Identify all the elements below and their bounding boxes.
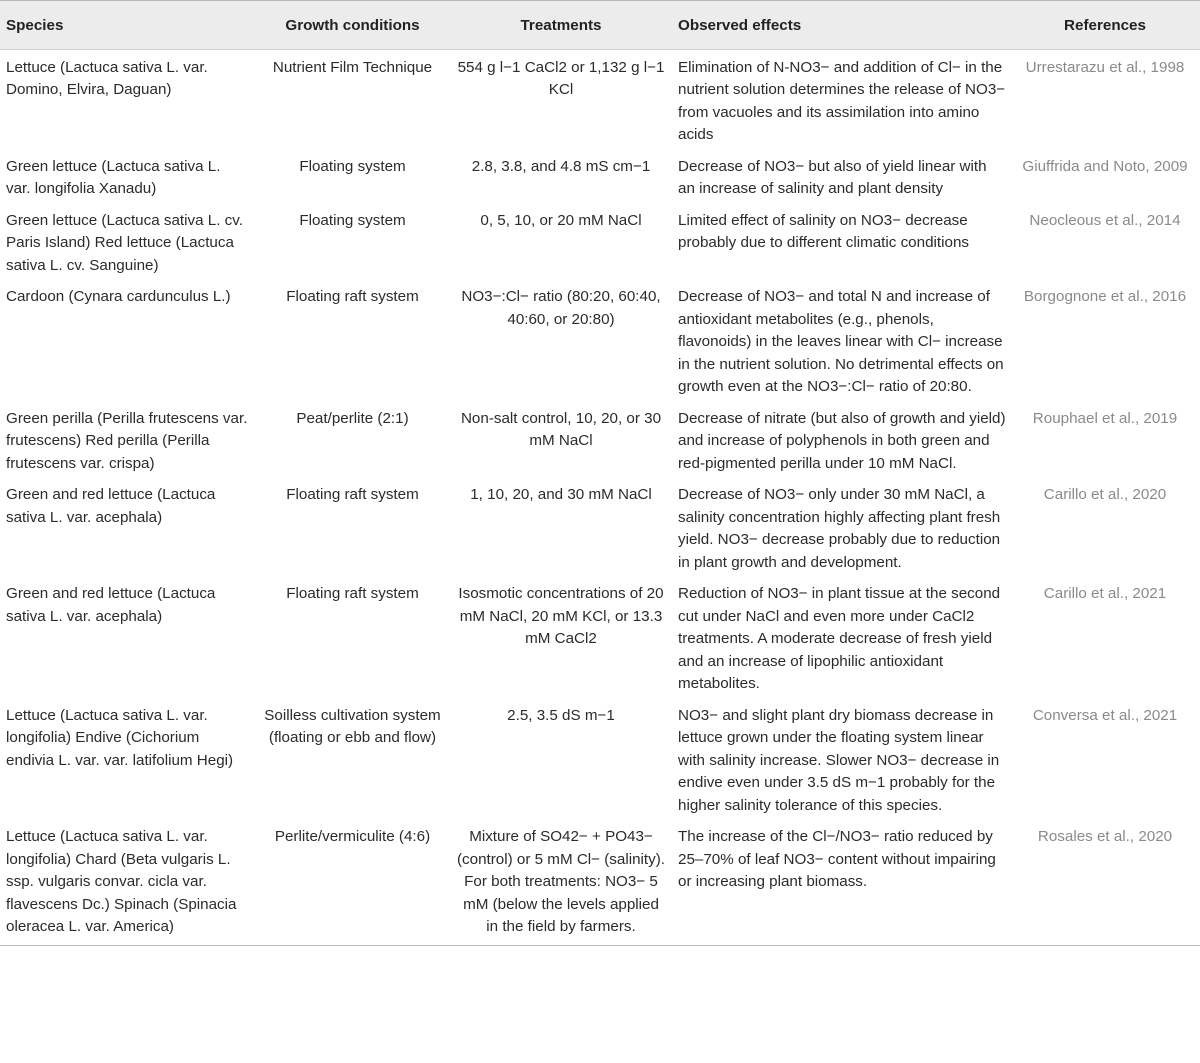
reference-cell: Rosales et al., 2020: [1010, 819, 1200, 945]
growth-conditions-cell: Soilless cultivation system (floating or ebb and flow): [264, 706, 441, 746]
species-cell: Cardoon (Cynara cardunculus L.): [6, 288, 231, 305]
treatments-cell: 0, 5, 10, or 20 mM NaCl: [480, 211, 642, 229]
observed-effects-cell: Reduction of NO3− in plant tissue at the second cut under NaCl and even more under CaCl2 treatments. A moderate decrease of fresh yield and an increase of lipophilic antioxidant metabolites.: [678, 585, 1001, 692]
reference-cell: Carillo et al., 2020: [1043, 486, 1167, 503]
reference-cell: Urrestarazu et al., 1998: [1025, 58, 1185, 76]
treatments-cell: Mixture of SO42− + PO43− (control) or 5 mM Cl− (salinity). For both treatments: NO3− 5 mM (below the levels applied in the field by farmers.: [450, 819, 672, 945]
species-cell: Green and red lettuce (Lactuca sativa L. var. acephala): [6, 585, 216, 625]
header-row: [0, 1, 1200, 50]
species-cell: Lettuce (Lactuca sativa L. var. Domino, Elvira, Daguan): [6, 58, 208, 98]
header-references: References: [1010, 1, 1200, 50]
treatments-cell: 2.8, 3.8, and 4.8 mS cm−1: [471, 157, 651, 175]
header-observed-effects: Observed effects: [672, 1, 1010, 50]
reference-cell: Conversa et al., 2021: [1032, 706, 1178, 724]
species-cell: Lettuce (Lactuca sativa L. var. longifolia) Endive (Cichorium endivia L. var. var. latifolium Hegi): [6, 706, 234, 769]
observed-effects-cell: Decrease of NO3− but also of yield linear with an increase of salinity and plant density: [678, 157, 987, 197]
treatments-cell: 554 g l−1 CaCl2 or 1,132 g l−1 KCl: [457, 58, 665, 98]
observed-effects-cell: Limited effect of salinity on NO3− decrease probably due to different climatic conditions: [678, 211, 969, 251]
treatments-cell: NO3−:Cl− ratio (80:20, 60:40, 40:60, or 20:80): [461, 288, 661, 328]
table-row: [0, 49, 1200, 149]
reference-cell: Carillo et al., 2021: [1043, 585, 1167, 602]
header-treatments: Treatments: [450, 1, 672, 50]
table-row: [0, 698, 1200, 820]
growth-conditions-cell: Floating system: [299, 211, 406, 229]
table-row: [0, 477, 1200, 576]
header-growth-conditions: Growth conditions: [255, 1, 450, 50]
reference-cell: Giuffrida and Noto, 2009: [1022, 157, 1188, 175]
observed-effects-cell: NO3− and slight plant dry biomass decrease in lettuce grown under the floating system linear with salinity increase. Slower NO3− decrease in endive even under 3.5 dS m−1 probably for the higher salinity tolerance of this species.: [678, 706, 1000, 814]
observed-effects-cell: Decrease of NO3− and total N and increase of antioxidant metabolites (e.g., phenols, flavonoids) in the leaves linear with Cl− increase in the nutrient solution. No detrimental effects on growth even at the NO3−:Cl− ratio of 20:80.: [678, 288, 1004, 395]
treatments-cell: 1, 10, 20, and 30 mM NaCl: [470, 486, 652, 503]
table-header: [0, 1, 1200, 50]
table-row: [0, 819, 1200, 945]
growth-conditions-cell: Floating raft system: [286, 486, 419, 503]
header-species: Species: [0, 1, 255, 50]
reference-cell: Rouphael et al., 2019: [1032, 409, 1178, 427]
table-row: [0, 279, 1200, 401]
table-row: [0, 401, 1200, 478]
treatments-cell: 2.5, 3.5 dS m−1: [507, 706, 615, 724]
growth-conditions-cell: Peat/perlite (2:1): [296, 409, 409, 427]
observed-effects-cell: Decrease of nitrate (but also of growth and yield) and increase of polyphenols in both green and red-pigmented perilla under 10 mM NaCl.: [678, 409, 1006, 472]
table-row: [0, 203, 1200, 280]
species-cell: Green lettuce (Lactuca sativa L. cv. Paris Island) Red lettuce (Lactuca sativa L. cv. Sanguine): [6, 211, 243, 274]
growth-conditions-cell: Floating raft system: [286, 585, 419, 602]
table-body: [0, 49, 1200, 945]
reference-cell: Borgognone et al., 2016: [1023, 288, 1187, 305]
species-cell: Green perilla (Perilla frutescens var. frutescens) Red perilla (Perilla frutescens var. crispa): [6, 409, 248, 472]
species-cell: Green and red lettuce (Lactuca sativa L. var. acephala): [6, 486, 216, 526]
growth-conditions-cell: Nutrient Film Technique: [272, 58, 433, 76]
species-cell: Green lettuce (Lactuca sativa L. var. longifolia Xanadu): [6, 157, 221, 197]
growth-conditions-cell: Floating raft system: [286, 288, 419, 305]
treatments-cell: Isosmotic concentrations of 20 mM NaCl, 20 mM KCl, or 13.3 mM CaCl2: [458, 585, 664, 647]
reference-cell: Neocleous et al., 2014: [1029, 211, 1181, 229]
observed-effects-cell: The increase of the Cl−/NO3− ratio reduced by 25–70% of leaf NO3− content without impairing or increasing plant biomass.: [672, 819, 1010, 945]
observed-effects-cell: Decrease of NO3− only under 30 mM NaCl, a salinity concentration highly affecting plant fresh yield. NO3− decrease probably due to reduction in plant growth and development.: [678, 486, 1001, 571]
table-row: [0, 576, 1200, 698]
growth-conditions-cell: Perlite/vermiculite (4:6): [255, 819, 450, 945]
treatments-cell: Non-salt control, 10, 20, or 30 mM NaCl: [460, 409, 662, 449]
growth-conditions-cell: Floating system: [299, 157, 406, 175]
table-row: [0, 149, 1200, 203]
observed-effects-cell: Elimination of N-NO3− and addition of Cl− in the nutrient solution determines the release of NO3− from vacuoles and its assimilation into amino acids: [678, 58, 1006, 143]
species-cell: Lettuce (Lactuca sativa L. var. longifolia) Chard (Beta vulgaris L. ssp. vulgaris convar. cicla var. flavescens Dc.) Spinach (Spinacia oleracea L. var. America): [0, 819, 255, 945]
